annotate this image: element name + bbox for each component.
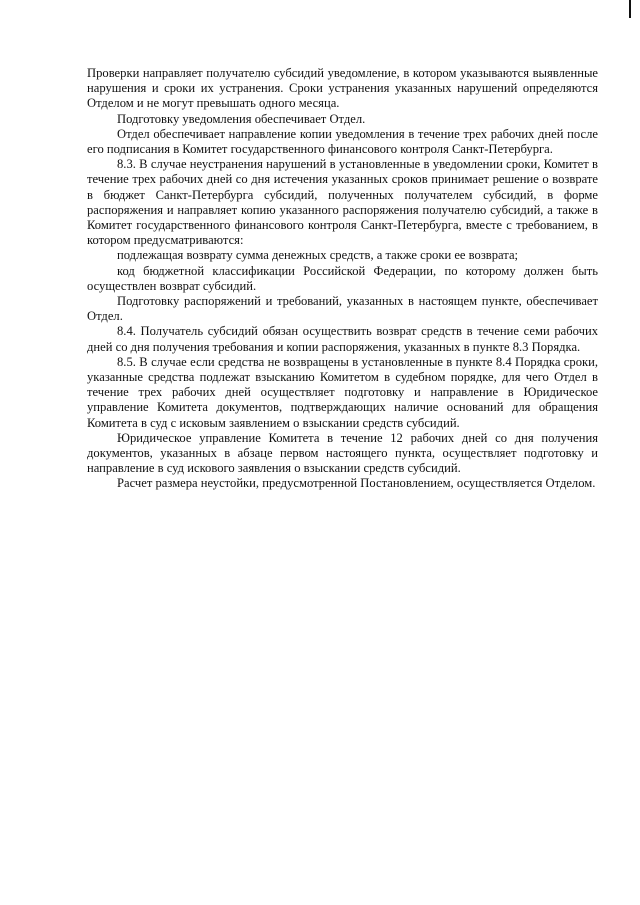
paragraph-3: Отдел обеспечивает направление копии уведомления в течение трех рабочих дней после его подписания в Комитет государственного финансового контроля Санкт-Петербурга. xyxy=(87,126,598,157)
paragraph-8: 8.4. Получатель субсидий обязан осуществить возврат средств в течение семи рабочих дней со дня получения требования и копии распоряжения, указанных в пункте 8.3 Порядка. xyxy=(87,324,598,354)
paragraph-9: 8.5. В случае если средства не возвращены в установленные в пункте 8.4 Порядка сроки, указанные средства подлежат взысканию Комитетом в судебном порядке, для чего Отдел в течение трех рабочих дней осуществляет подготовку и направление в Юридическое управление Комитета документов, подтверждающих наличие оснований для обращения Комитета в суд с исковым заявлением о взыскании средств субсидий. xyxy=(87,354,598,430)
paragraph-5: подлежащая возврату сумма денежных средств, а также сроки ее возврата; xyxy=(117,248,519,263)
paragraph-11: Расчет размера неустойки, предусмотренной Постановлением, осуществляется Отделом. xyxy=(117,476,596,491)
paragraph-7: Подготовку распоряжений и требований, указанных в настоящем пункте, обеспечивает Отдел. xyxy=(87,294,598,324)
document-body xyxy=(87,66,598,492)
scan-edge-mark xyxy=(629,0,631,18)
paragraph-4: 8.3. В случае неустранения нарушений в установленные в уведомлении сроки, Комитет в течение трех рабочих дней со дня истечения указанных сроков принимает решение о возврате в бюджет Санкт-Петербурга субсидий, полученных получателем субсидий, в форме распоряжения и направляет копию указанного распоряжения получателю субсидий, а также в Комитет государственного финансового контроля Санкт-Петербурга, вместе с требованием, в котором предусматриваются: xyxy=(87,157,598,248)
paragraph-10: Юридическое управление Комитета в течение 12 рабочих дней со дня получения документов, указанных в абзаце первом настоящего пункта, осуществляет подготовку и направление в суд искового заявления о взыскании средств субсидий. xyxy=(87,430,598,476)
paragraph-1: Проверки направляет получателю субсидий уведомление, в котором указываются выявленные нарушения и сроки их устранения. Сроки устранения указанных нарушений определяются Отделом и не могут превышать одного месяца. xyxy=(87,66,598,111)
paragraph-2: Подготовку уведомления обеспечивает Отдел. xyxy=(117,111,366,126)
paragraph-6: код бюджетной классификации Российской Федерации, по которому должен быть осуществлен возврат субсидий. xyxy=(87,263,598,293)
